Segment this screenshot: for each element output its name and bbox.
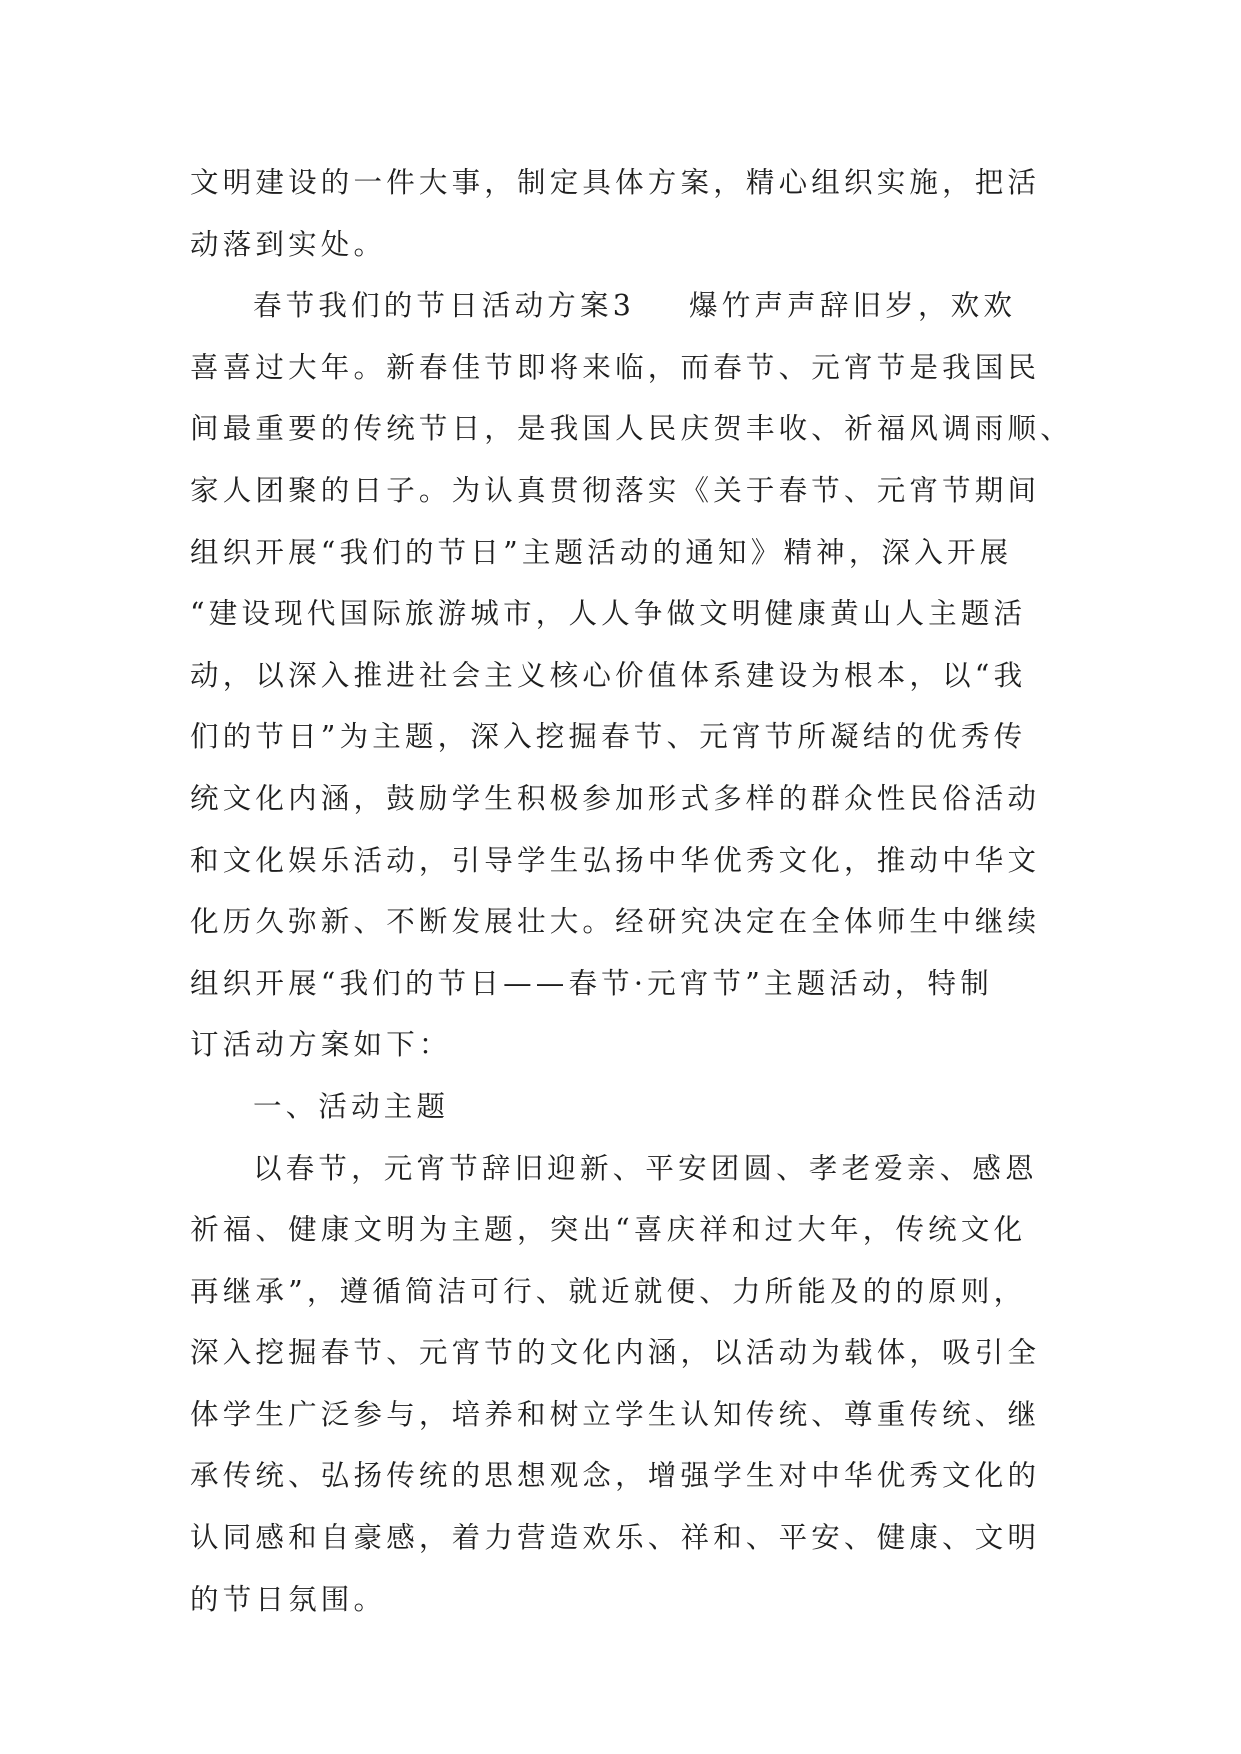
paragraph-line: 动，以深入推进社会主义核心价值体系建设为根本，以“我 [190,658,1027,692]
paragraph-line: 间最重要的传统节日，是我国人民庆贺丰收、祈福风调雨顺、 [190,412,1073,446]
section-title-line [190,275,1052,337]
paragraph-line: 订活动方案如下： [190,1028,452,1062]
paragraph-line: 组织开展“我们的节日”主题活动的通知》精神，深入开展 [190,535,1013,569]
paragraph-line: 化历久弥新、不断发展壮大。经研究决定在全体师生中继续 [190,905,1041,939]
paragraph-line: 喜喜过大年。新春佳节即将来临，而春节、元宵节是我国民 [190,350,1041,384]
intro-first-fragment: 爆竹声声辞旧岁，欢欢 [689,289,1017,323]
paragraph-line: 祈福、健康文明为主题，突出“喜庆祥和过大年，传统文化 [190,1213,1027,1247]
paragraph-line: 们的节日”为主题，深入挖掘春节、元宵节所凝结的优秀传 [190,720,1027,754]
paragraph-line: 认同感和自豪感，着力营造欢乐、祥和、平安、健康、文明 [190,1521,1041,1555]
paragraph-line: “建设现代国际旅游城市，人人争做文明健康黄山人主题活 [190,597,1027,631]
paragraph-line: 再继承”，遵循简洁可行、就近就便、力所能及的的原则， [190,1274,1027,1308]
paragraph-line: 承传统、弘扬传统的思想观念，增强学生对中华优秀文化的 [190,1459,1041,1493]
paragraph-line: 组织开展“我们的节日——春节·元宵节”主题活动，特制 [190,966,993,1000]
paragraph-line: 统文化内涵，鼓励学生积极参加形式多样的群众性民俗活动 [190,781,1041,815]
paragraph-line: 的节日氛围。 [190,1582,387,1616]
paragraph-line: 以春节，元宵节辞旧迎新、平安团圆、孝老爱亲、感恩 [253,1151,1038,1185]
section-heading: 一、活动主题 [253,1089,450,1123]
section-title: 春节我们的节日活动方案3 [253,289,636,323]
paragraph-line: 深入挖掘春节、元宵节的文化内涵，以活动为载体，吸引全 [190,1336,1041,1370]
paragraph-line: 动落到实处。 [190,227,387,261]
paragraph-line: 体学生广泛参与，培养和树立学生认知传统、尊重传统、继 [190,1397,1041,1431]
paragraph-line: 家人团聚的日子。为认真贯彻落实《关于春节、元宵节期间 [190,473,1041,507]
document-body [190,152,1073,1630]
paragraph-line: 和文化娱乐活动，引导学生弘扬中华优秀文化，推动中华文 [190,843,1041,877]
paragraph-line: 文明建设的一件大事，制定具体方案，精心组织实施，把活 [190,166,1041,199]
